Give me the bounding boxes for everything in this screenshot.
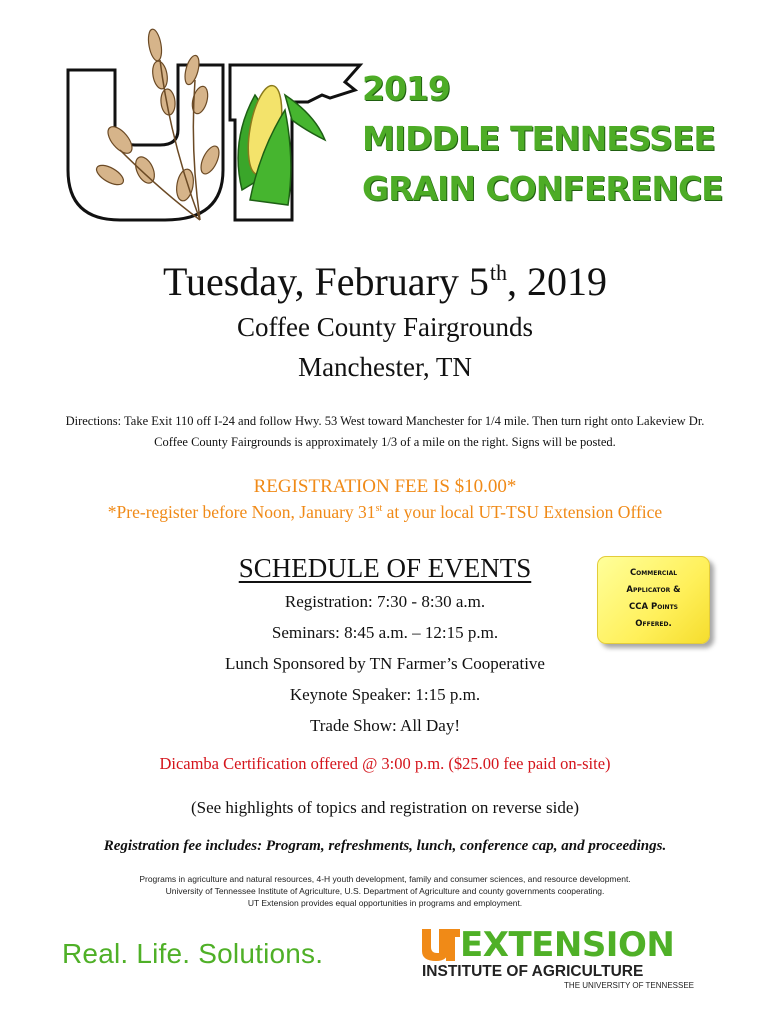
eeo-line: University of Tennessee Institute of Agriculture, U.S. Department of Agriculture and county governments cooperating. <box>165 886 605 896</box>
eeo-line: UT Extension provides equal opportunities in programs and employment. <box>247 898 523 908</box>
fee-includes-note: Registration fee includes: Program, refreshments, lunch, conference cap, and proceedings. <box>103 838 667 854</box>
badge-line: Applicator & <box>626 585 681 595</box>
schedule-item: Lunch Sponsored by TN Farmer’s Cooperative <box>225 654 545 673</box>
conference-title <box>362 64 722 214</box>
venue-city: Manchester, TN <box>298 352 472 382</box>
preregistration-note <box>0 502 770 523</box>
prereg-after: at your local UT-TSU Extension Office <box>382 502 663 522</box>
badge-line: Commercial <box>629 568 678 578</box>
schedule-item: Seminars: 8:45 a.m. – 12:15 p.m. <box>271 623 499 642</box>
prereg-sup: st <box>375 503 383 514</box>
schedule-item: Trade Show: All Day! <box>309 716 460 735</box>
ut-mark-icon <box>420 927 462 963</box>
event-date <box>0 258 770 305</box>
schedule-item: Registration: 7:30 - 8:30 a.m. <box>284 592 486 611</box>
extension-wordmark: EXTENSION <box>460 925 675 965</box>
university-name: THE UNIVERSITY OF TENNESSEE <box>564 981 694 990</box>
eeo-line: Programs in agriculture and natural resources, 4-H youth development, family and consumer sciences, and resource development. <box>139 874 631 884</box>
date-year: , 2019 <box>507 259 608 304</box>
schedule-heading-text: SCHEDULE OF EVENTS <box>238 553 532 583</box>
venue-name: Coffee County Fairgrounds <box>237 312 533 342</box>
title-year: 2019 <box>362 69 450 108</box>
schedule-item: Keynote Speaker: 1:15 p.m. <box>289 685 481 704</box>
title-line-3: GRAIN CONFERENCE <box>362 169 723 208</box>
ut-extension-logo <box>418 925 698 995</box>
highlights-note: (See highlights of topics and registration on reverse side) <box>190 798 580 817</box>
date-suffix: th <box>489 260 508 285</box>
badge-line: Offered. <box>635 619 672 629</box>
eeo-statement <box>0 873 770 909</box>
date-main: Tuesday, February 5 <box>162 259 489 304</box>
registration-fee: REGISTRATION FEE IS $10.00* <box>253 476 517 497</box>
tagline: Real. Life. Solutions. <box>62 938 324 969</box>
directions-text: Directions: Take Exit 110 off I-24 and follow Hwy. 53 West toward Manchester for 1/4 mile. Then turn right onto Lakeview Dr. Coffee County Fairgrounds is approximately 1/3 of a mile on the right. Signs will be posted. <box>65 414 705 449</box>
badge-line: CCA Points <box>628 602 678 612</box>
dicamba-certification: Dicamba Certification offered @ 3:00 p.m. ($25.00 fee paid on-site) <box>159 754 611 773</box>
prereg-before: *Pre-register before Noon, January 31 <box>107 502 376 522</box>
cca-points-badge <box>597 556 710 644</box>
ut-wheat-corn-logo <box>60 20 370 235</box>
institute-of-agriculture: INSTITUTE OF AGRICULTURE <box>422 963 644 980</box>
title-line-2: MIDDLE TENNESSEE <box>362 119 715 158</box>
